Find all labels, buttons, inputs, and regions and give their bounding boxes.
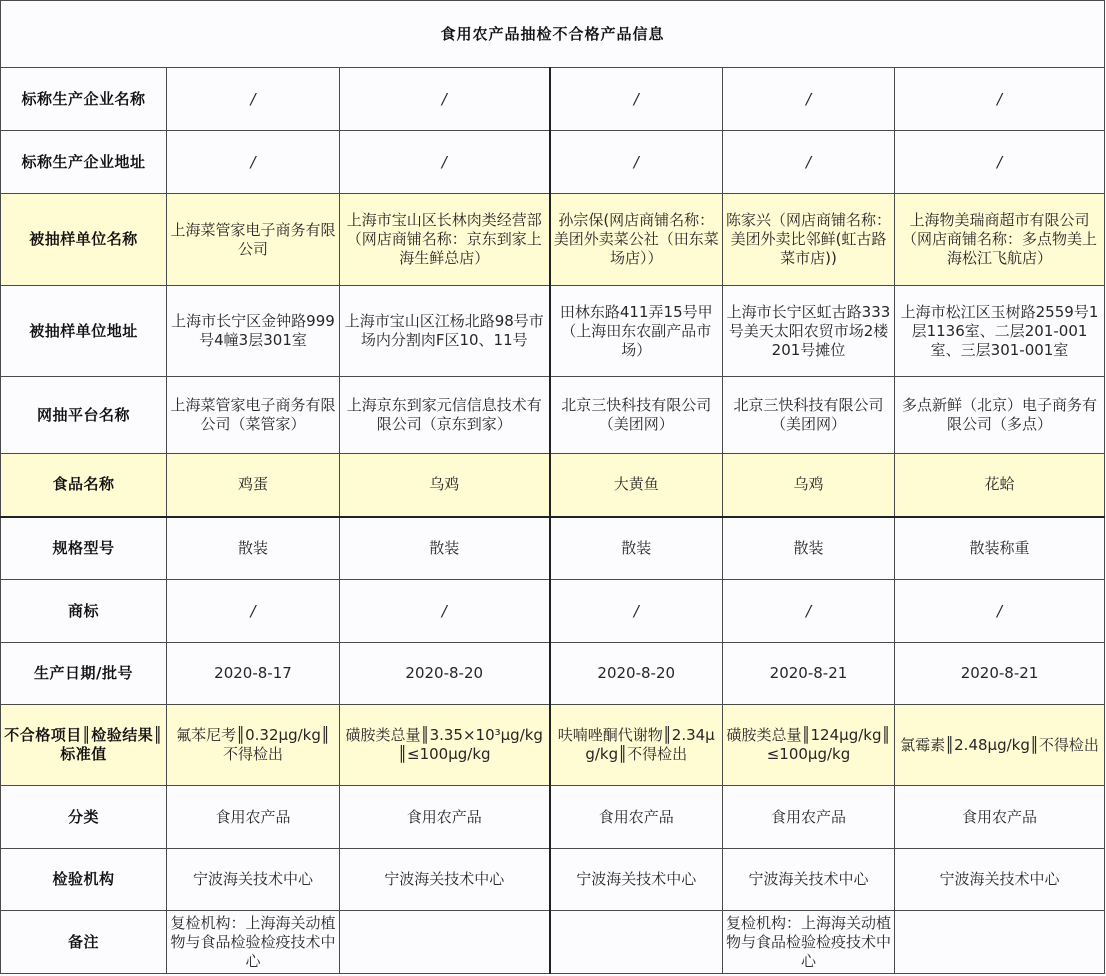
table-cell: 2020-8-20: [550, 643, 723, 705]
row-label: 标称生产企业名称: [1, 68, 167, 131]
row-label: 生产日期/批号: [1, 643, 167, 705]
table-cell: 散装: [723, 517, 895, 580]
table-cell: 宁波海关技术中心: [723, 849, 895, 911]
row-label: 备注: [1, 911, 167, 974]
table-cell: 食用农产品: [550, 786, 723, 849]
table-cell: 北京三快科技有限公司（美团网）: [550, 377, 723, 454]
table-row-food-name: [1, 454, 1105, 517]
table-cell: /: [340, 68, 550, 131]
table-cell: /: [340, 131, 550, 194]
table-cell: 鸡蛋: [167, 454, 340, 517]
table-cell: /: [723, 131, 895, 194]
table-cell: [550, 911, 723, 974]
table-cell: /: [550, 131, 723, 194]
table-cell: 散装: [167, 517, 340, 580]
table-cell: 上海市松江区玉树路2559号1层1136室、二层201-001室、三层301-001室: [895, 286, 1105, 377]
table-cell: 田林东路411弄15号甲（上海田东农副产品市场）: [550, 286, 723, 377]
row-label: 规格型号: [1, 517, 167, 580]
table-cell: 上海京东到家元信信息技术有限公司（京东到家）: [340, 377, 550, 454]
table-row-claimed-producer-address: [1, 131, 1105, 194]
table-cell: 宁波海关技术中心: [895, 849, 1105, 911]
table-cell: /: [340, 580, 550, 643]
table-row-testing-institution: [1, 849, 1105, 911]
table-cell: /: [167, 131, 340, 194]
table-cell: 复检机构：上海海关动植物与食品检验检疫技术中心: [167, 911, 340, 974]
table-cell: 上海市长宁区金钟路999号4幢3层301室: [167, 286, 340, 377]
table-cell: 散装称重: [895, 517, 1105, 580]
row-label: 被抽样单位名称: [1, 194, 167, 286]
row-label: 检验机构: [1, 849, 167, 911]
row-label: 不合格项目║检验结果║标准值: [1, 705, 167, 786]
table-cell: /: [550, 68, 723, 131]
table-row-remarks: [1, 911, 1105, 974]
table-cell: /: [723, 68, 895, 131]
row-label: 食品名称: [1, 454, 167, 517]
table-row-trademark: [1, 580, 1105, 643]
table-title: 食用农产品抽检不合格产品信息: [1, 1, 1105, 68]
table-cell: 散装: [340, 517, 550, 580]
table-cell: 北京三快科技有限公司（美团网）: [723, 377, 895, 454]
table-cell: 食用农产品: [895, 786, 1105, 849]
title-row: [1, 1, 1105, 68]
table-row-category: [1, 786, 1105, 849]
table-row-claimed-producer-name: [1, 68, 1105, 131]
table-cell: 上海物美瑞商超市有限公司（网店商铺名称：多点物美上海松江飞航店）: [895, 194, 1105, 286]
table-cell: 乌鸡: [723, 454, 895, 517]
table-row-failed-item: [1, 705, 1105, 786]
table-cell: 上海市宝山区江杨北路98号市场内分割肉F区10、11号: [340, 286, 550, 377]
table-cell: /: [895, 131, 1105, 194]
table-cell: 2020-8-17: [167, 643, 340, 705]
table-row-sampled-unit-address: [1, 286, 1105, 377]
table-cell: 上海市长宁区虹古路333号美天太阳农贸市场2楼201号摊位: [723, 286, 895, 377]
table-cell: 宁波海关技术中心: [550, 849, 723, 911]
table-row-spec-model: [1, 517, 1105, 580]
table-cell: 上海菜管家电子商务有限公司: [167, 194, 340, 286]
table-cell: 食用农产品: [723, 786, 895, 849]
table-cell: 上海市宝山区长林肉类经营部（网店商铺名称：京东到家上海生鲜总店）: [340, 194, 550, 286]
table-cell: 2020-8-21: [723, 643, 895, 705]
table-cell: 陈家兴（网店商铺名称：美团外卖比邻鲜(虹古路菜市店)): [723, 194, 895, 286]
table-cell: 宁波海关技术中心: [340, 849, 550, 911]
table-cell: 食用农产品: [167, 786, 340, 849]
table-cell: 大黄鱼: [550, 454, 723, 517]
table-cell: 氯霉素║2.48μg/kg║不得检出: [895, 705, 1105, 786]
table-cell: 食用农产品: [340, 786, 550, 849]
table-cell: 乌鸡: [340, 454, 550, 517]
table-cell: 磺胺类总量║124μg/kg║≤100μg/kg: [723, 705, 895, 786]
table-cell: 散装: [550, 517, 723, 580]
table-cell: 2020-8-20: [340, 643, 550, 705]
table-cell: /: [895, 580, 1105, 643]
table-cell: [895, 911, 1105, 974]
table-cell: 呋喃唑酮代谢物║2.34μg/kg║不得检出: [550, 705, 723, 786]
table-cell: 花蛤: [895, 454, 1105, 517]
table-cell: /: [895, 68, 1105, 131]
table-cell: [340, 911, 550, 974]
table-cell: /: [723, 580, 895, 643]
table-cell: 2020-8-21: [895, 643, 1105, 705]
table-cell: 复检机构：上海海关动植物与食品检验检疫技术中心: [723, 911, 895, 974]
table-cell: /: [167, 580, 340, 643]
table-row-production-date: [1, 643, 1105, 705]
row-label: 标称生产企业地址: [1, 131, 167, 194]
table-cell: /: [167, 68, 340, 131]
table-cell: 多点新鲜（北京）电子商务有限公司（多点）: [895, 377, 1105, 454]
row-label: 被抽样单位地址: [1, 286, 167, 377]
table-cell: 宁波海关技术中心: [167, 849, 340, 911]
row-label: 网抽平台名称: [1, 377, 167, 454]
table-cell: /: [550, 580, 723, 643]
table-row-sampled-unit-name: [1, 194, 1105, 286]
table-cell: 磺胺类总量║3.35×10³μg/kg║≤100μg/kg: [340, 705, 550, 786]
table-cell: 上海菜管家电子商务有限公司（菜管家）: [167, 377, 340, 454]
table-cell: 孙宗保(网店商铺名称：美团外卖菜公社（田东菜场店））: [550, 194, 723, 286]
table-row-platform-name: [1, 377, 1105, 454]
row-label: 分类: [1, 786, 167, 849]
row-label: 商标: [1, 580, 167, 643]
table-cell: 氟苯尼考║0.32μg/kg║不得检出: [167, 705, 340, 786]
